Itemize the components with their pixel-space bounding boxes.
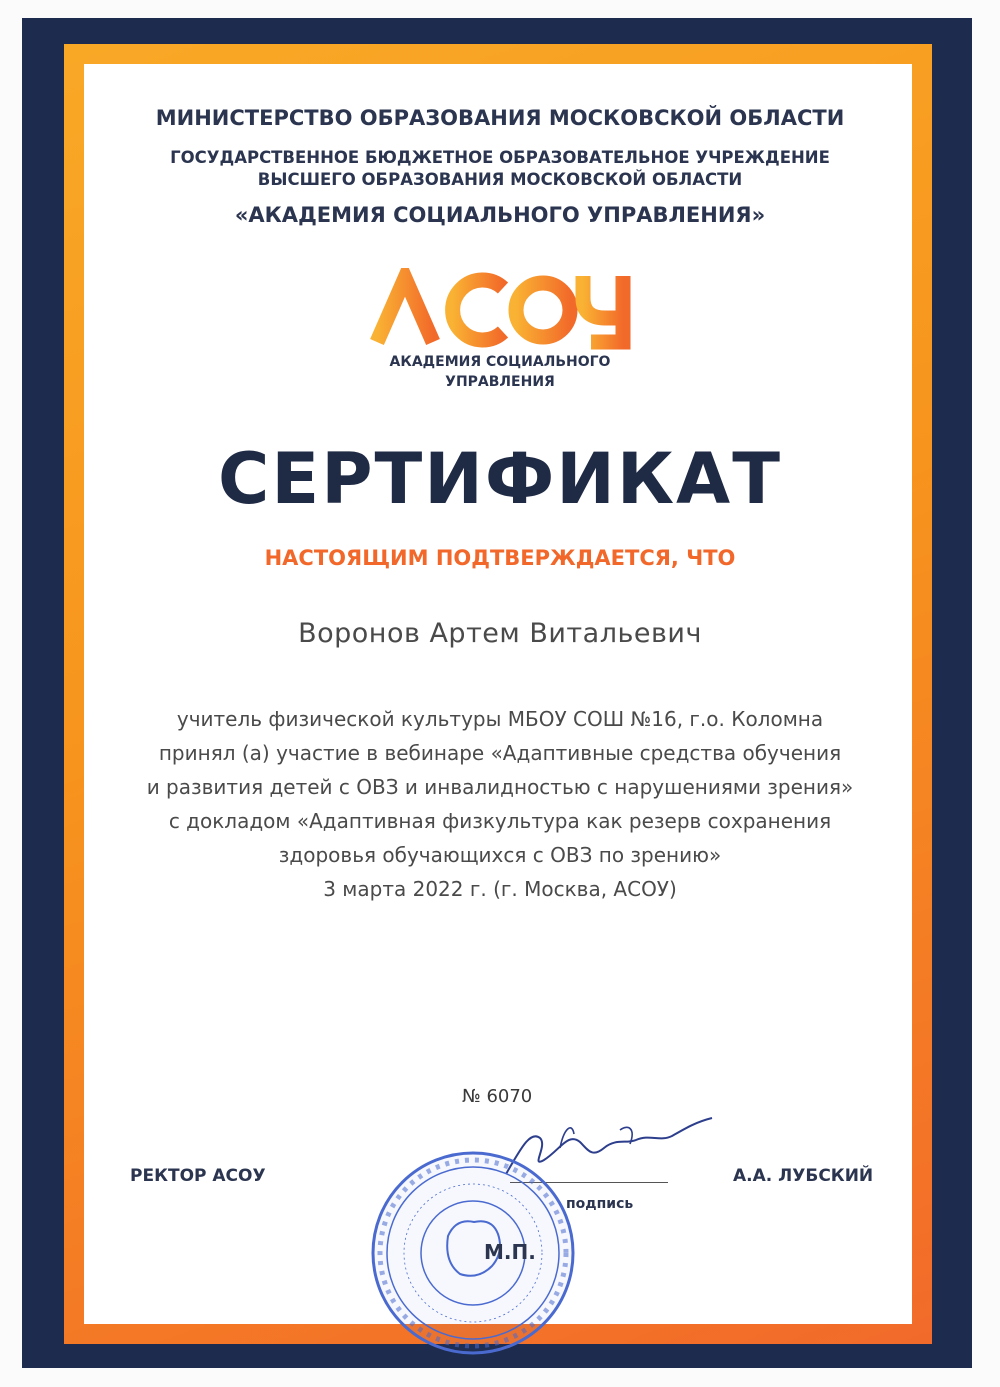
certificate-subtitle: НАСТОЯЩИМ ПОДТВЕРЖДАЕТСЯ, ЧТО xyxy=(264,546,736,570)
institution-line-1: ГОСУДАРСТВЕННОЕ БЮДЖЕТНОЕ ОБРАЗОВАТЕЛЬНОЕ УЧРЕЖДЕНИЕ xyxy=(170,148,830,167)
institution-heading xyxy=(0,147,1000,191)
body-line: принял (а) участие в вебинаре «Адаптивные средства обучения xyxy=(158,741,842,765)
certificate-title: СЕРТИФИКАТ xyxy=(218,438,782,520)
logo-caption-line-2: УПРАВЛЕНИЯ xyxy=(445,374,555,390)
body-line: 3 марта 2022 г. (г. Москва, АСОУ) xyxy=(323,877,677,901)
asou-logo xyxy=(365,268,635,350)
body-line: и развития детей с ОВЗ и инвалидностью с нарушениями зрения» xyxy=(146,775,854,799)
rector-label: РЕКТОР АСОУ xyxy=(130,1166,266,1186)
academy-name: «АКАДЕМИЯ СОЦИАЛЬНОГО УПРАВЛЕНИЯ» xyxy=(234,203,766,227)
logo-caption xyxy=(0,352,1000,392)
stamp-label: М.П. xyxy=(484,1240,536,1264)
signature-caption: подпись xyxy=(566,1196,634,1212)
recipient-name: Воронов Артем Витальевич xyxy=(298,618,702,649)
logo-letter-a xyxy=(377,278,433,342)
body-line: с докладом «Адаптивная физкультура как резерв сохранения xyxy=(168,809,832,833)
logo-letter-c xyxy=(453,280,503,340)
ministry-heading: МИНИСТЕРСТВО ОБРАЗОВАНИЯ МОСКОВСКОЙ ОБЛАСТИ xyxy=(155,106,845,130)
rector-name: А.А. ЛУБСКИЙ xyxy=(733,1166,874,1186)
institution-line-2: ВЫСШЕГО ОБРАЗОВАНИЯ МОСКОВСКОЙ ОБЛАСТИ xyxy=(257,170,743,189)
logo-caption-line-1: АКАДЕМИЯ СОЦИАЛЬНОГО xyxy=(389,354,611,370)
body-line: здоровья обучающихся с ОВЗ по зрению» xyxy=(278,843,722,867)
logo-letter-o xyxy=(516,283,570,337)
certificate-body xyxy=(0,702,1000,906)
certificate-sheet xyxy=(84,64,912,1324)
certificate-number: № 6070 xyxy=(462,1086,533,1107)
body-line: учитель физической культуры МБОУ СОШ №16, г.о. Коломна xyxy=(176,707,824,731)
official-seal xyxy=(368,1148,578,1358)
logo-letter-u xyxy=(583,276,623,342)
